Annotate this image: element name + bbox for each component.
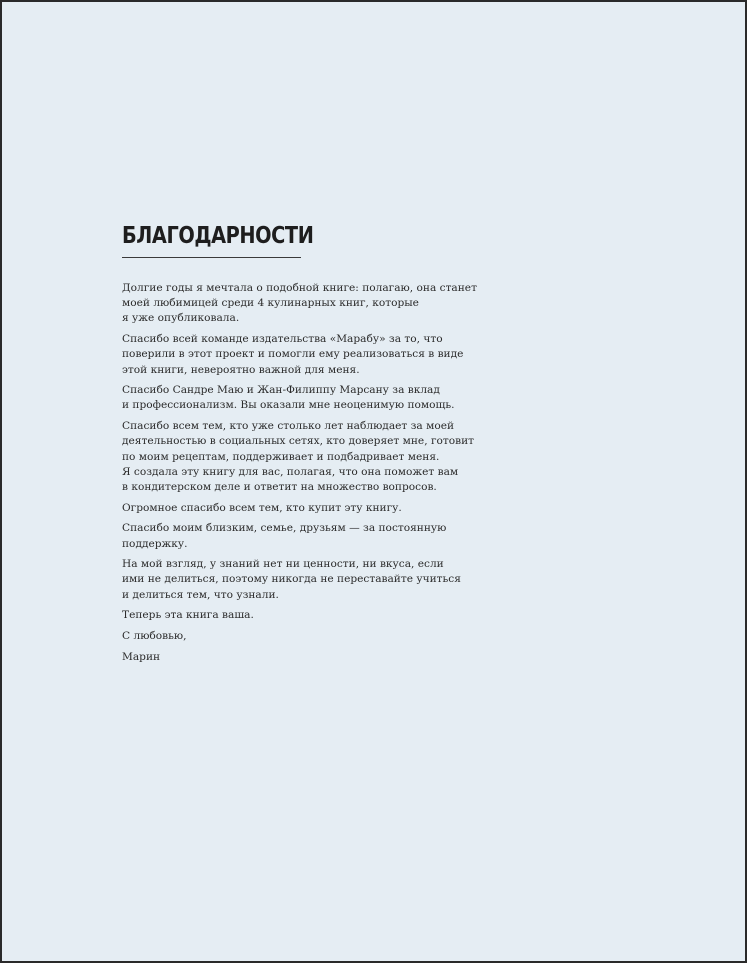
- text-line: Теперь эта книга ваша.: [122, 609, 254, 622]
- paragraph: [122, 383, 467, 413]
- paragraph: [122, 557, 467, 603]
- text-line: Я создала эту книгу для вас, полагая, что она поможет вам: [122, 465, 459, 478]
- text-line: Марин: [122, 650, 161, 663]
- acknowledgements-text: [122, 281, 477, 670]
- text-line: На мой взгляд, у знаний нет ни ценности, ни вкуса, если: [122, 558, 444, 571]
- text-line: ими не делиться, поэтому никогда не переставайте учиться: [122, 573, 461, 586]
- paragraph: [122, 332, 467, 378]
- paragraph: [122, 419, 474, 495]
- text-line: моей любимицей среди 4 кулинарных книг, которые: [122, 297, 419, 310]
- text-line: я уже опубликовала.: [122, 312, 240, 325]
- paragraph: [122, 608, 467, 623]
- text-line: Спасибо всем тем, кто уже столько лет наблюдает за моей: [122, 420, 455, 433]
- heading-underline: [122, 257, 301, 258]
- paragraph: [122, 629, 467, 644]
- text-line: в кондитерском деле и ответит на множество вопросов.: [122, 480, 437, 493]
- text-line: поверили в этот проект и помогли ему реализоваться в виде: [122, 348, 464, 361]
- text-line: Долгие годы я мечтала о подобной книге: полагаю, она станет: [122, 282, 477, 294]
- text-line: Огромное спасибо всем тем, кто купит эту книгу.: [122, 501, 402, 514]
- signature: [122, 650, 467, 665]
- text-line: Спасибо Сандре Маю и Жан-Филиппу Марсану за вклад: [122, 384, 440, 397]
- text-line: деятельностью в социальных сетях, кто доверяет мне, готовит: [122, 435, 474, 448]
- paragraph: [122, 281, 477, 327]
- text-line: и делиться тем, что узнали.: [122, 588, 279, 601]
- paragraph: [122, 521, 467, 551]
- text-line: этой книги, невероятно важной для меня.: [122, 363, 360, 376]
- text-line: Спасибо моим близким, семье, друзьям — за постоянную: [122, 522, 447, 535]
- page-heading: БЛАГОДАРНОСТИ: [122, 223, 314, 249]
- paragraph: [122, 501, 467, 516]
- text-line: С любовью,: [122, 630, 187, 643]
- text-line: и профессионализм. Вы оказали мне неоценимую помощь.: [122, 399, 455, 412]
- text-line: по моим рецептам, поддерживает и подбадривает меня.: [122, 450, 440, 463]
- text-line: поддержку.: [122, 537, 188, 550]
- text-line: Спасибо всей команде издательства «Марабу» за то, что: [122, 333, 443, 346]
